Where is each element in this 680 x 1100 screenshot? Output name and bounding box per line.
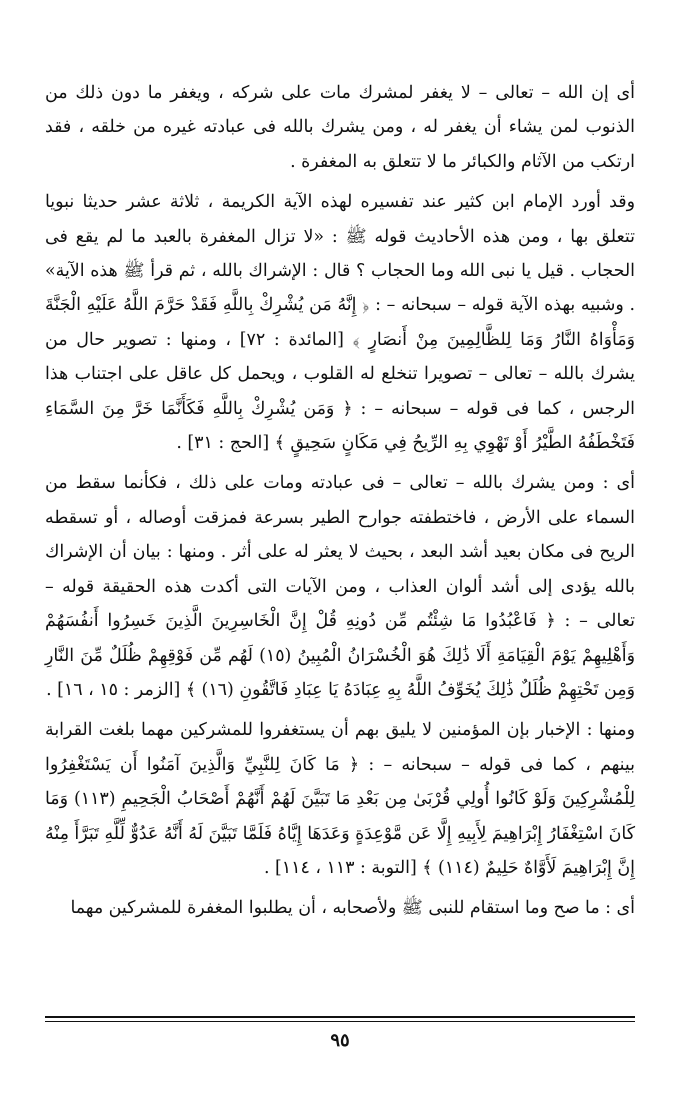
paragraph-3: أى : ومن يشرك بالله – تعالى – فى عبادته ومات على ذلك ، فكأنما سقط من السماء على الأرض ، فاختطفته جوارح الطير بسرعة فمزقت أوصاله ، أو تسقطه الريح فى مكان بعيد أشد البعد ، بحيث لا يعثر له على أثر . ومنها : بيان أن الإشراك بالله يؤدى إلى أشد ألوان العذاب ، ومن الآيات التى أكدت هذه الحقيقة قوله – تعالى – : ﴿ فَاعْبُدُوا مَا شِئْتُم مِّن دُونِهِ قُلْ إِنَّ الْخَاسِرِينَ الَّذِينَ خَسِرُوا أَنفُسَهُمْ وَأَهْلِيهِمْ يَوْمَ الْقِيَامَةِ أَلَا ذَٰلِكَ هُوَ الْخُسْرَانُ الْمُبِينُ (١٥) لَهُم مِّن فَوْقِهِمْ ظُلَلٌ مِّنَ النَّارِ وَمِن تَحْتِهِمْ ظُلَلٌ ذَٰلِكَ يُخَوِّفُ اللَّهُ بِهِ عِبَادَهُ يَا عِبَادِ فَاتَّقُونِ (١٦) ﴾ [الزمر : ١٥ ، ١٦] . <box>45 473 635 700</box>
page-number: ٩٥ <box>330 1030 350 1051</box>
footer-rule <box>45 1016 635 1022</box>
paragraph-5: أى : ما صح وما استقام للنبى ﷺ ولأصحابه ، أن يطلبوا المغفرة للمشركين مهما <box>70 898 635 919</box>
paragraph-4: ومنها : الإخبار بإن المؤمنين لا يليق بهم أن يستغفروا للمشركين مهما بلغت القرابة بينهم ، كما فى قوله – سبحانه – : ﴿ مَا كَانَ لِلنَّبِيِّ وَالَّذِينَ آمَنُوا أَن يَسْتَغْفِرُوا لِلْمُشْرِكِينَ وَلَوْ كَانُوا أُولِي قُرْبَىٰ مِن بَعْدِ مَا تَبَيَّنَ لَهُمْ أَنَّهُمْ أَصْحَابُ الْجَحِيمِ (١١٣) وَمَا كَانَ اسْتِغْفَارُ إِبْرَاهِيمَ لِأَبِيهِ إِلَّا عَن مَّوْعِدَةٍ وَعَدَهَا إِيَّاهُ فَلَمَّا تَبَيَّنَ لَهُ أَنَّهُ عَدُوٌّ لِّلَّهِ تَبَرَّأَ مِنْهُ إِنَّ إِبْرَاهِيمَ لَأَوَّاهٌ حَلِيمٌ (١١٤) ﴾ [التوبة : ١١٣ ، ١١٤] . <box>45 720 635 878</box>
paragraph-1: أى إن الله – تعالى – لا يغفر لمشرك مات على شركه ، ويغفر ما دون ذلك من الذنوب لمن يشاء أن يغفر له ، ومن يشرك بالله فى عبادته غيره من خلقه ، فقد ارتكب من الآثام والكبائر ما لا تتعلق به المغفرة . <box>45 83 635 172</box>
paragraph-2: وقد أورد الإمام ابن كثير عند تفسيره لهذه الآية الكريمة ، ثلاثة عشر حديثا نبويا تتعلق بها ، ومن هذه الأحاديث قوله ﷺ : «لا تزال المغفرة بالعبد ما لم يقع فى الحجاب . قيل يا نبى الله وما الحجاب ؟ قال : الإشراك بالله ، ثم قرأ ﷺ هذه الآية» . وشبيه بهذه الآية قوله – سبحانه – : ﴿ إِنَّهُ مَن يُشْرِكْ بِاللَّهِ فَقَدْ حَرَّمَ اللَّهُ عَلَيْهِ الْجَنَّةَ وَمَأْوَاهُ النَّارُ وَمَا لِلظَّالِمِينَ مِنْ أَنصَارٍ ﴾ [المائدة : ٧٢] ، ومنها : تصوير حال من يشرك بالله – تعالى – تصويرا تنخلع له القلوب ، ويحمل كل عاقل على اجتناب هذا الرجس ، كما فى قوله – سبحانه – : ﴿ وَمَن يُشْرِكْ بِاللَّهِ فَكَأَنَّمَا خَرَّ مِنَ السَّمَاءِ فَتَخْطَفُهُ الطَّيْرُ أَوْ تَهْوِي بِهِ الرِّيحُ فِي مَكَانٍ سَحِيقٍ ﴾ [الحج : ٣١] . <box>45 192 636 454</box>
